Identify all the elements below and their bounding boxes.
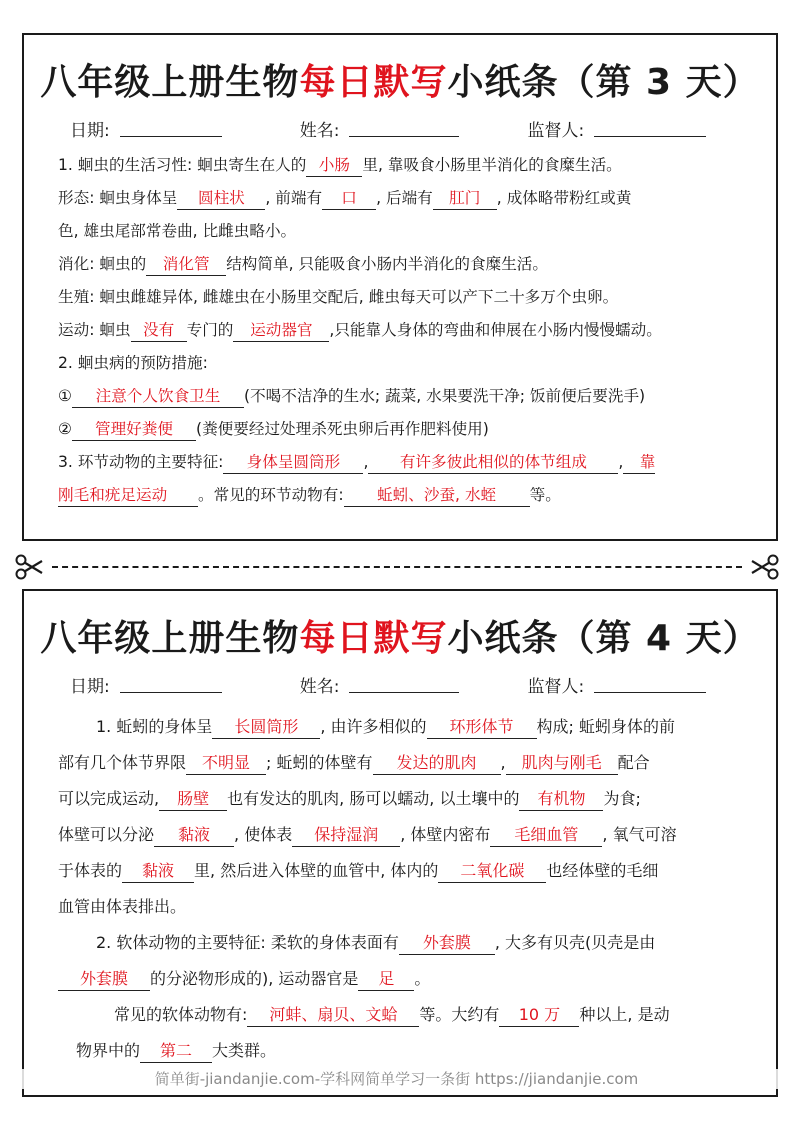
text-line [58, 781, 752, 817]
text: 形态: 蛔虫身体呈 [58, 189, 178, 207]
title-part: 八年级上册生物 [40, 618, 300, 659]
text: 1. 蛔虫的生活习性: 蛔虫寄生在人的 [58, 156, 307, 174]
answer: 消化管 [146, 253, 226, 276]
title-highlight: 每日默写 [299, 618, 448, 659]
name-label: 姓名: [299, 121, 340, 141]
title-part: 小纸条（第 3 天） [447, 62, 760, 103]
text-line [58, 380, 752, 413]
text: 结构简单, 只能吸食小肠内半消化的食糜生活。 [226, 255, 548, 273]
text: 2. 蛔虫病的预防措施: [58, 354, 208, 372]
answer: 没有 [131, 319, 187, 342]
text: 也有发达的肌肉, 肠可以蠕动, 以土壤中的 [227, 789, 520, 808]
text: 构成; 蚯蚓身体的前 [536, 717, 676, 736]
answer: 黏液 [122, 860, 194, 883]
dictation-card-day4 [22, 589, 778, 1097]
scissors-icon [14, 553, 44, 581]
text-line [58, 347, 752, 380]
answer: 圆柱状 [177, 187, 265, 210]
text-line [58, 889, 752, 925]
date-field[interactable] [120, 675, 222, 693]
name-field[interactable] [349, 119, 459, 137]
text: ② [58, 420, 72, 438]
answer: 注意个人饮食卫生 [72, 385, 244, 408]
text: 可以完成运动, [58, 789, 160, 808]
answer: 小肠 [306, 154, 362, 177]
text: 。 [414, 969, 431, 988]
answer: 10 万 [499, 1004, 579, 1027]
text-line [58, 709, 752, 745]
answer: 外套膜 [399, 932, 495, 955]
text: (不喝不洁净的生水; 蔬菜, 水果要洗干净; 饭前便后要洗手) [243, 387, 646, 405]
text: 常见的软体动物有: [114, 1005, 248, 1024]
text: , 前端有 [265, 189, 323, 207]
date-field[interactable] [120, 119, 222, 137]
name-label: 姓名: [299, 677, 340, 697]
text-line [58, 248, 752, 281]
answer: 长圆筒形 [212, 716, 320, 739]
text: 专门的 [186, 321, 234, 339]
answer: 有机物 [519, 788, 603, 811]
name-field[interactable] [349, 675, 459, 693]
text: , 体壁内密布 [400, 825, 491, 844]
dictation-card-day3 [22, 33, 778, 541]
text-line [58, 1033, 752, 1069]
supervisor-label: 监督人: [527, 677, 585, 697]
answer: 不明显 [186, 752, 266, 775]
text: 1. 蚯蚓的身体呈 [96, 717, 213, 736]
text: 运动: 蛔虫 [58, 321, 131, 339]
text-line [58, 745, 752, 781]
answer: 蚯蚓、沙蚕, 水蛭 [344, 484, 530, 507]
text: 物界中的 [76, 1041, 141, 1060]
supervisor-field[interactable] [594, 119, 706, 137]
answer: 足 [358, 968, 414, 991]
answer: 肠壁 [159, 788, 227, 811]
title-highlight: 每日默写 [299, 62, 448, 103]
text: 配合 [617, 753, 650, 772]
text: 色, 雄虫尾部常卷曲, 比雌虫略小。 [58, 222, 297, 240]
answer: 刚毛和疣足运动 [58, 484, 198, 507]
text: , 使体表 [234, 825, 293, 844]
card-title [24, 617, 776, 661]
text: 为食; [603, 789, 641, 808]
answer: 二氧化碳 [438, 860, 546, 883]
answer: 毛细血管 [490, 824, 602, 847]
answer: 管理好粪便 [72, 418, 196, 441]
text-line [58, 925, 752, 961]
text-line [58, 446, 752, 479]
cut-line [14, 553, 780, 581]
answer: 肌肉与刚毛 [506, 752, 618, 775]
text-line [58, 479, 752, 512]
text-line [58, 182, 752, 215]
supervisor-field[interactable] [594, 675, 706, 693]
answer: 口 [322, 187, 376, 210]
text: 种以上, 是动 [579, 1005, 670, 1024]
footer-watermark: 简单街-jiandanjie.com-学科网简单学习一条街 https://jiandanjie.com [0, 1069, 793, 1089]
text: , 成体略带粉红或黄 [496, 189, 632, 207]
text-line [58, 314, 752, 347]
title-part: 小纸条（第 4 天） [447, 618, 760, 659]
text-line [58, 215, 752, 248]
text: , [500, 753, 506, 772]
answer: 外套膜 [58, 968, 150, 991]
card-body [24, 709, 776, 1069]
text: 体壁可以分泌 [58, 825, 155, 844]
text: 里, 然后进入体壁的血管中, 体内的 [194, 861, 439, 880]
answer: 靠 [623, 451, 655, 474]
text-line [58, 413, 752, 446]
date-label: 日期: [70, 677, 110, 697]
text: 血管由体表排出。 [58, 897, 187, 916]
answer: 环形体节 [427, 716, 537, 739]
text: 等。 [529, 486, 561, 504]
supervisor-label: 监督人: [527, 121, 585, 141]
card-body [24, 149, 776, 512]
text: 3. 环节动物的主要特征: [58, 453, 224, 471]
answer: 黏液 [154, 824, 234, 847]
text: 于体表的 [58, 861, 123, 880]
answer: 第二 [140, 1040, 212, 1063]
text: , [363, 453, 369, 471]
text: 消化: 蛔虫的 [58, 255, 147, 273]
dashed-divider [52, 566, 742, 568]
answer: 运动器官 [233, 319, 329, 342]
text: (粪便要经过处理杀死虫卵后再作肥料使用) [195, 420, 489, 438]
answer: 保持湿润 [292, 824, 400, 847]
answer: 肛门 [433, 187, 497, 210]
text: , 由许多相似的 [320, 717, 427, 736]
text: 生殖: 蛔虫雌雄异体, 雌雄虫在小肠里交配后, 雌虫每天可以产下二十多万个虫卵。 [58, 288, 619, 306]
text-line [58, 997, 752, 1033]
text: ,只能靠人身体的弯曲和伸展在小肠内慢慢蠕动。 [329, 321, 662, 339]
scissors-icon [750, 553, 780, 581]
text: , 大多有贝壳(贝壳是由 [494, 933, 656, 952]
text-line [58, 149, 752, 182]
text-line [58, 281, 752, 314]
answer: 有许多彼此相似的体节组成 [368, 451, 618, 474]
text: , [618, 453, 624, 471]
answer: 身体呈圆筒形 [223, 451, 363, 474]
meta-row [70, 119, 776, 143]
text: 。常见的环节动物有: [198, 486, 344, 504]
meta-row [70, 675, 776, 699]
text: 2. 软体动物的主要特征: 柔软的身体表面有 [96, 933, 399, 952]
text: 大类群。 [212, 1041, 277, 1060]
text-line [58, 961, 752, 997]
text: 等。大约有 [419, 1005, 500, 1024]
text: 里, 靠吸食小肠里半消化的食糜生活。 [362, 156, 622, 174]
text: ① [58, 387, 72, 405]
text: , 后端有 [376, 189, 433, 207]
title-part: 八年级上册生物 [40, 62, 300, 103]
date-label: 日期: [70, 121, 110, 141]
text-line [58, 853, 752, 889]
answer: 河蚌、扇贝、文蛤 [247, 1004, 419, 1027]
text: 也经体壁的毛细 [546, 861, 659, 880]
card-title [24, 61, 776, 105]
text: 的分泌物形成的), 运动器官是 [150, 969, 359, 988]
text: 部有几个体节界限 [58, 753, 187, 772]
text: , 氧气可溶 [602, 825, 677, 844]
text-line [58, 817, 752, 853]
text: ; 蚯蚓的体壁有 [266, 753, 373, 772]
answer: 发达的肌肉 [373, 752, 501, 775]
